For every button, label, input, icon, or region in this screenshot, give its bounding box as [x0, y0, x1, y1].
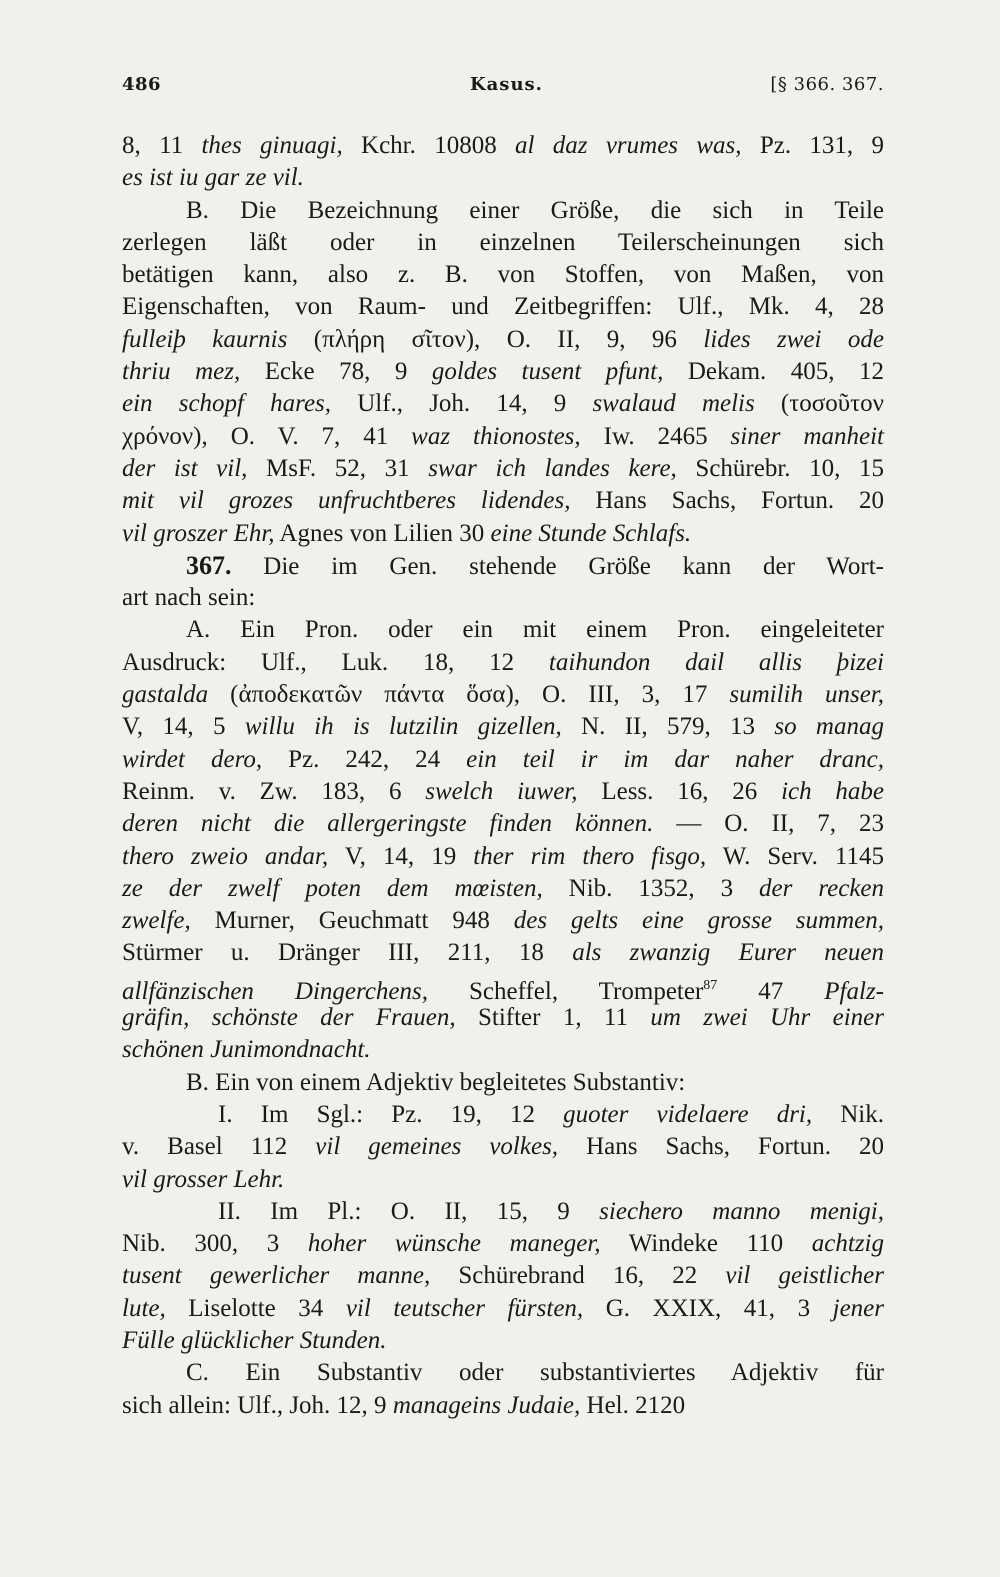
text-line — [122, 679, 884, 711]
text-segment: II. Im Pl.: O. II, 15, 9 — [218, 1197, 600, 1225]
text-segment: (πλήρη σῖτον), O. II, 9, 96 — [287, 325, 704, 353]
text-line — [122, 324, 884, 356]
text-segment: goldes tusent pfunt, — [431, 358, 664, 386]
text-line — [122, 1293, 884, 1325]
text-line — [122, 937, 884, 969]
text-segment: lides zwei ode — [703, 325, 884, 353]
text-segment: vil groszer Ehr, — [122, 519, 275, 547]
text-segment: swalaud melis — [592, 390, 755, 418]
text-segment: des gelts eine grosse summen, — [513, 907, 884, 935]
text-segment: vil geistlicher — [725, 1262, 884, 1290]
text-segment: Agnes von Lilien 30 — [274, 519, 491, 547]
text-line — [122, 744, 884, 776]
text-line — [122, 711, 884, 743]
text-line — [122, 873, 884, 905]
text-line — [122, 550, 884, 582]
text-segment: swelch iuwer, — [425, 777, 578, 805]
text-line — [122, 1131, 884, 1163]
text-segment: Ulf., Joh. 14, 9 — [331, 390, 593, 418]
text-line — [122, 776, 884, 808]
text-line — [122, 970, 884, 1005]
text-line — [122, 130, 884, 162]
text-line — [122, 1228, 884, 1260]
text-segment: taihundon dail allis þizei — [548, 648, 884, 676]
text-line — [122, 905, 884, 937]
text-segment: um zwei Uhr einer — [650, 1004, 884, 1032]
text-segment: MsF. 52, 31 — [247, 454, 429, 482]
text-segment: — O. II, 7, 23 — [653, 810, 884, 838]
text-segment: C. Ein Substantiv oder substantiviertes Adjektiv für — [186, 1359, 884, 1387]
text-segment: willu ih is lutzilin gizellen, — [244, 713, 562, 741]
text-segment: Reinm. v. Zw. 183, 6 — [122, 777, 426, 805]
text-segment: wirdet dero, — [122, 745, 263, 773]
text-line — [122, 195, 884, 227]
text-segment: Pz. 242, 24 — [262, 745, 467, 773]
text-segment: der recken — [759, 874, 885, 902]
text-segment: W. Serv. 1145 — [706, 842, 884, 870]
text-line — [122, 1196, 884, 1228]
text-segment: hoher wünsche maneger, — [307, 1230, 601, 1258]
text-line — [122, 1034, 884, 1066]
text-segment: Murner, Geuchmatt 948 — [190, 907, 514, 935]
text-segment: waz thionostes, — [411, 422, 581, 450]
text-line — [122, 1357, 884, 1389]
text-segment: guoter videlaere dri, — [563, 1100, 813, 1128]
text-segment: Schürebrand 16, 22 — [430, 1262, 726, 1290]
text-segment: gräfin, schönste der Frauen, — [122, 1004, 456, 1032]
text-segment: der ist vil, — [122, 454, 248, 482]
text-segment: mit vil grozes unfruchtberes lidendes, — [122, 487, 571, 515]
section-reference: [§ 366. 367. — [770, 74, 884, 95]
text-segment: Windeke 110 — [600, 1230, 812, 1258]
page-number: 486 — [122, 74, 162, 95]
text-segment: deren nicht die allergeringste finden können. — [122, 810, 654, 838]
text-segment: achtzig — [811, 1230, 884, 1258]
text-segment: vil teutscher fürsten, — [345, 1294, 584, 1322]
text-segment: A. Ein Pron. oder ein mit einem Pron. eingeleiteter — [186, 616, 884, 644]
text-line — [122, 162, 884, 194]
text-line — [122, 1325, 884, 1357]
text-line — [122, 841, 884, 873]
text-segment: Ecke 78, 9 — [240, 358, 432, 386]
text-line — [122, 421, 884, 453]
text-segment: ein schopf hares, — [122, 390, 332, 418]
text-segment: Iw. 2465 — [580, 422, 731, 450]
text-segment: art nach sein: — [122, 584, 256, 612]
text-segment: Stifter 1, 11 — [455, 1004, 651, 1032]
text-line — [122, 614, 884, 646]
text-segment: N. II, 579, 13 — [561, 713, 775, 741]
page-header — [122, 74, 884, 104]
text-segment: al daz vrumes was, — [515, 132, 742, 159]
text-segment: χρόνον), O. V. 7, 41 — [122, 422, 412, 450]
text-segment: so manag — [774, 713, 884, 741]
text-segment: tusent gewerlicher manne, — [122, 1262, 431, 1290]
text-segment: ze der zwelf poten dem mœisten, — [122, 874, 543, 902]
text-line — [122, 227, 884, 259]
text-line — [122, 388, 884, 420]
text-segment: ich habe — [781, 777, 885, 805]
text-segment: Scheffel, Trompeter — [428, 977, 704, 1005]
text-segment: sich allein: Ulf., Joh. 12, 9 — [122, 1391, 393, 1419]
text-segment: thriu mez, — [122, 358, 241, 386]
text-segment: zwelfe, — [122, 907, 191, 935]
text-segment: ein teil ir im dar naher dranc, — [466, 745, 885, 773]
text-segment: zerlegen läßt oder in einzelnen Teilerscheinungen sich — [122, 228, 884, 256]
body-text — [122, 130, 884, 1422]
text-line — [122, 1164, 884, 1196]
text-line — [122, 808, 884, 840]
text-segment: Die im Gen. stehende Größe kann der Wort- — [231, 552, 884, 580]
text-segment: B. Die Bezeichnung einer Größe, die sich in Teile — [186, 196, 884, 224]
text-line — [122, 1002, 884, 1034]
text-segment: schönen Junimondnacht. — [122, 1036, 371, 1064]
text-segment: Dekam. 405, 12 — [663, 358, 884, 386]
text-line — [122, 1067, 884, 1099]
text-segment: betätigen kann, also z. B. von Stoffen, von Maßen, von — [122, 261, 884, 289]
text-segment: fulleiþ kaurnis — [122, 325, 288, 353]
text-segment: V, 14, 5 — [122, 713, 245, 741]
text-segment: Nib. 1352, 3 — [542, 874, 760, 902]
text-segment: eine Stunde Schlafs. — [490, 519, 692, 547]
text-segment: (τοσοῦτον — [754, 390, 884, 418]
text-segment: manageins Judaie, — [392, 1391, 581, 1419]
text-segment: Schürebr. 10, 15 — [676, 454, 884, 482]
text-line — [122, 1260, 884, 1292]
text-segment: G. XXIX, 41, 3 — [583, 1294, 833, 1322]
text-segment: 8, 11 — [122, 132, 202, 159]
text-segment: Liselotte 34 — [165, 1294, 346, 1322]
text-line — [122, 647, 884, 679]
text-segment: Hel. 2120 — [580, 1391, 686, 1419]
text-segment: vil grosser Lehr. — [122, 1165, 285, 1193]
text-segment: allfänzischen Dingerchens, — [122, 977, 429, 1005]
text-line — [122, 291, 884, 323]
text-line — [122, 485, 884, 517]
text-segment: gastalda — [122, 681, 209, 709]
text-segment: Hans Sachs, Fortun. 20 — [558, 1133, 884, 1161]
text-line — [122, 1390, 884, 1422]
text-segment: Pz. 131, 9 — [741, 132, 884, 159]
text-line — [122, 518, 884, 550]
text-segment: Nib. 300, 3 — [122, 1230, 308, 1258]
footnote-superscript: 87 — [703, 977, 718, 993]
section-number: 367. — [186, 550, 232, 580]
text-segment: siner manheit — [730, 422, 885, 450]
text-line — [122, 259, 884, 291]
text-segment: sumilih unser, — [729, 681, 884, 709]
text-segment: Fülle glücklicher Stunden. — [122, 1326, 387, 1354]
text-segment: lute, — [122, 1294, 166, 1322]
text-segment: vil gemeines volkes, — [315, 1133, 559, 1161]
text-segment: B. Ein von einem Adjektiv begleitetes Substantiv: — [186, 1068, 686, 1096]
text-segment: Stürmer u. Dränger III, 211, 18 — [122, 939, 573, 967]
text-line — [122, 1099, 884, 1131]
text-line — [122, 356, 884, 388]
text-segment: swar ich landes kere, — [428, 454, 677, 482]
text-segment: Less. 16, 26 — [577, 777, 782, 805]
text-segment: Kchr. 10808 — [342, 132, 516, 159]
text-segment: Hans Sachs, Fortun. 20 — [570, 487, 884, 515]
text-segment: ther rim thero fisgo, — [473, 842, 707, 870]
text-segment: Ausdruck: Ulf., Luk. 18, 12 — [122, 648, 549, 676]
text-segment: Nik. — [812, 1100, 884, 1128]
text-segment: thero zweio andar, — [122, 842, 329, 870]
text-segment: es ist iu gar ze vil. — [122, 164, 304, 192]
text-segment: V, 14, 19 — [328, 842, 474, 870]
text-segment: als zwanzig Eurer neuen — [572, 939, 884, 967]
text-line — [122, 582, 884, 614]
running-title: Kasus. — [470, 74, 543, 95]
text-segment: Eigenschaften, von Raum- und Zeitbegriffen: Ulf., Mk. 4, 28 — [122, 293, 884, 321]
text-segment: 47 — [717, 977, 825, 1005]
text-segment: (ἀποδεκατῶν πάντα ὅσα), O. III, 3, 17 — [208, 681, 730, 709]
text-segment: Pfalz- — [824, 977, 884, 1005]
text-segment: jener — [832, 1294, 884, 1322]
text-segment: thes ginuagi, — [201, 132, 343, 159]
text-segment: siechero manno menigi, — [599, 1197, 884, 1225]
text-segment: v. Basel 112 — [122, 1133, 316, 1161]
text-segment: I. Im Sgl.: Pz. 19, 12 — [218, 1100, 564, 1128]
text-line — [122, 453, 884, 485]
